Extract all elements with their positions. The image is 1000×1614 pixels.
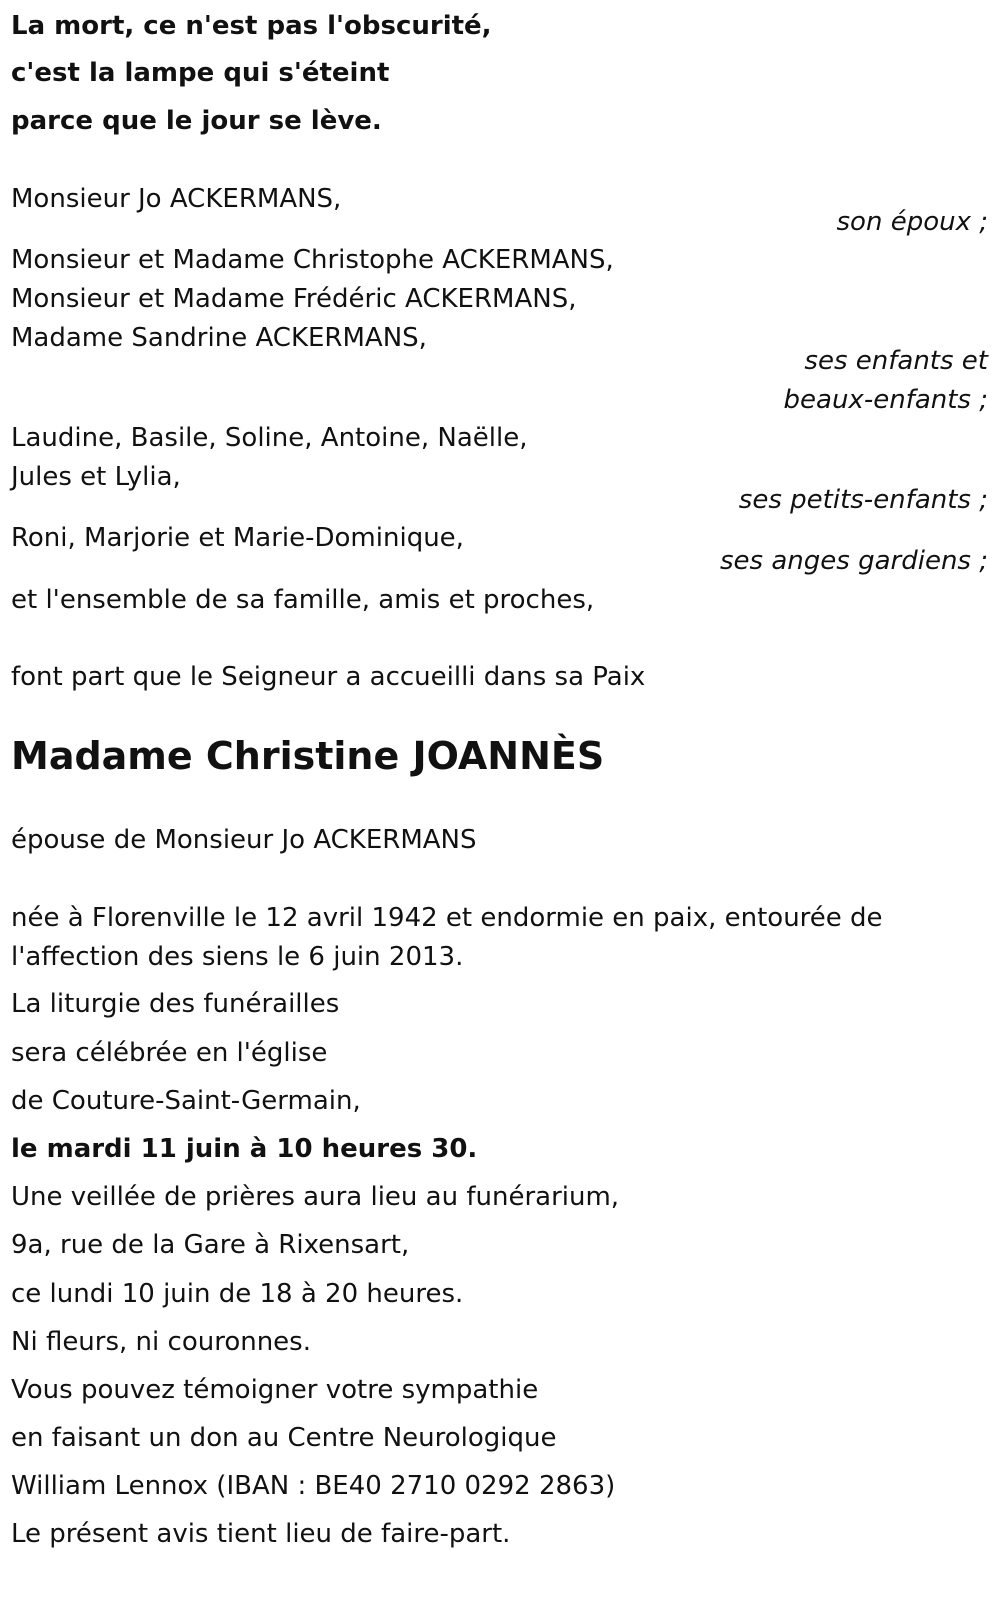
grandchildren-line: Laudine, Basile, Soline, Antoine, Naëlle, (11, 423, 528, 453)
quote-line-1: La mort, ce n'est pas l'obscurité, (11, 11, 492, 41)
funeral-line-2: sera célébrée en l'église (11, 1038, 328, 1068)
children-role-line-1: ses enfants et (804, 346, 988, 376)
deceased-name: Madame Christine JOANNÈS (11, 734, 605, 778)
closing-line: Le présent avis tient lieu de faire-part. (11, 1519, 511, 1549)
spouse-name: Monsieur Jo ACKERMANS, (11, 184, 342, 214)
vigil-line-1: Une veillée de prières aura lieu au funérarium, (11, 1182, 620, 1212)
grandchildren-line: Jules et Lylia, (11, 462, 181, 492)
spouse-role: son époux ; (836, 207, 988, 237)
child-line: Monsieur et Madame Frédéric ACKERMANS, (11, 284, 577, 314)
vigil-line-2: 9a, rue de la Gare à Rixensart, (11, 1230, 410, 1260)
funeral-line-3: de Couture-Saint-Germain, (11, 1086, 361, 1116)
funeral-date: le mardi 11 juin à 10 heures 30. (11, 1134, 478, 1164)
donation-line-1: Vous pouvez témoigner votre sympathie (11, 1375, 539, 1405)
child-line: Madame Sandrine ACKERMANS, (11, 323, 427, 353)
flowers-line: Ni fleurs, ni couronnes. (11, 1327, 311, 1357)
children-role-line-2: beaux-enfants ; (783, 385, 988, 415)
guardians-names: Roni, Marjorie et Marie-Dominique, (11, 523, 464, 553)
birth-line-2: l'affection des siens le 6 juin 2013. (11, 942, 464, 972)
donation-line-2: en faisant un don au Centre Neurologique (11, 1423, 557, 1453)
announcement-line: font part que le Seigneur a accueilli dans sa Paix (11, 662, 646, 692)
guardians-role: ses anges gardiens ; (720, 546, 988, 576)
child-line: Monsieur et Madame Christophe ACKERMANS, (11, 245, 614, 275)
vigil-line-3: ce lundi 10 juin de 18 à 20 heures. (11, 1279, 464, 1309)
others-line: et l'ensemble de sa famille, amis et proches, (11, 585, 595, 615)
birth-line-1: née à Florenville le 12 avril 1942 et endormie en paix, entourée de (11, 903, 883, 933)
funeral-line-1: La liturgie des funérailles (11, 989, 340, 1019)
spouse-of-line: épouse de Monsieur Jo ACKERMANS (11, 825, 477, 855)
grandchildren-role: ses petits-enfants ; (738, 485, 988, 515)
donation-line-3: William Lennox (IBAN : BE40 2710 0292 2863) (11, 1471, 616, 1501)
quote-line-2: c'est la lampe qui s'éteint (11, 58, 390, 88)
quote-line-3: parce que le jour se lève. (11, 106, 382, 136)
